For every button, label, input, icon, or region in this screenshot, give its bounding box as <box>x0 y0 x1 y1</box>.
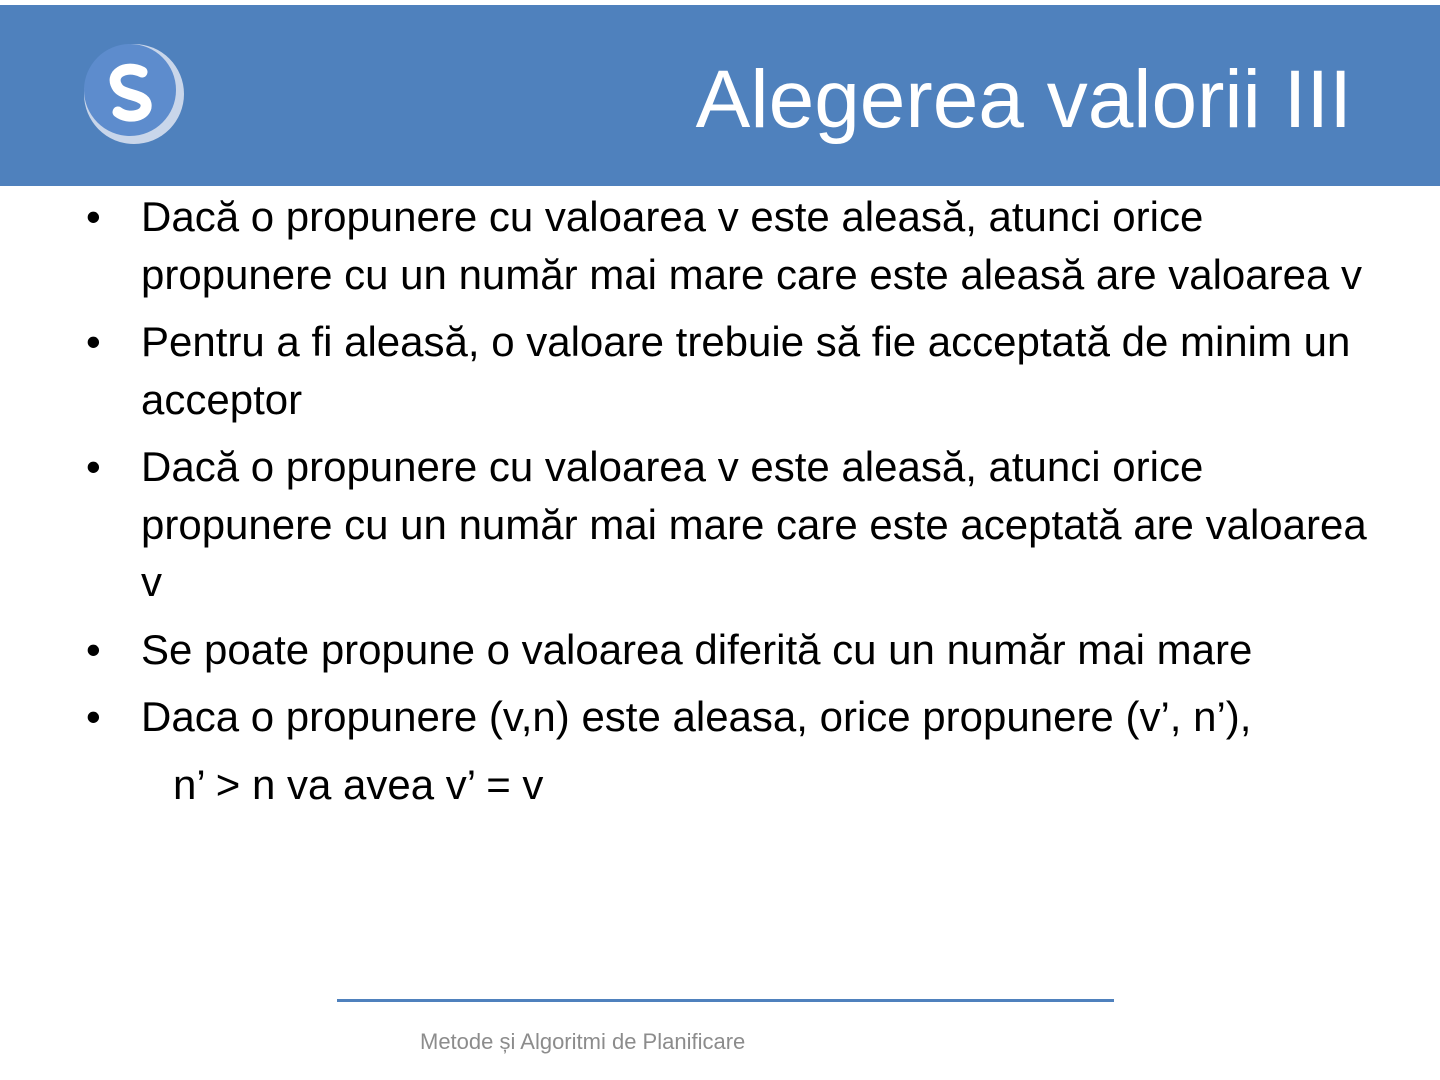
bullet-text: Daca o propunere (v,n) este aleasa, orice propunere (v’, n’), <box>141 693 1252 740</box>
formula-line: n’ > n va avea v’ = v <box>173 760 544 808</box>
bullet-text: Dacă o propunere cu valoarea v este aleasă, atunci orice propunere cu un număr mai mare care este aceptată are valoarea v <box>141 443 1367 605</box>
list-item <box>82 621 1382 679</box>
bullet-text: Se poate propune o valoarea diferită cu un număr mai mare <box>141 625 1253 673</box>
bullet-icon: • <box>86 318 101 365</box>
footer-text: Metode și Algoritmi de Planificare <box>420 1029 746 1054</box>
swirl-logo-icon <box>80 40 188 148</box>
footer-divider <box>337 999 1114 1002</box>
list-item <box>82 188 1382 303</box>
bullet-text: Pentru a fi aleasă, o valoare trebuie să fie acceptată de minim un acceptor <box>141 318 1351 423</box>
slide-content <box>82 188 1382 813</box>
bullet-text: Dacă o propunere cu valoarea v este aleasă, atunci orice propunere cu un număr mai mare care este aleasă are valoarea v <box>141 193 1362 298</box>
bullet-list <box>82 188 1382 746</box>
bullet-icon: • <box>86 625 101 673</box>
slide-title: Alegerea valorii III <box>695 54 1352 145</box>
bullet-icon: • <box>86 693 101 740</box>
bullet-icon: • <box>86 193 101 240</box>
list-item <box>82 688 1382 746</box>
bullet-icon: • <box>86 443 101 490</box>
list-item <box>82 438 1382 611</box>
list-item <box>82 313 1382 428</box>
